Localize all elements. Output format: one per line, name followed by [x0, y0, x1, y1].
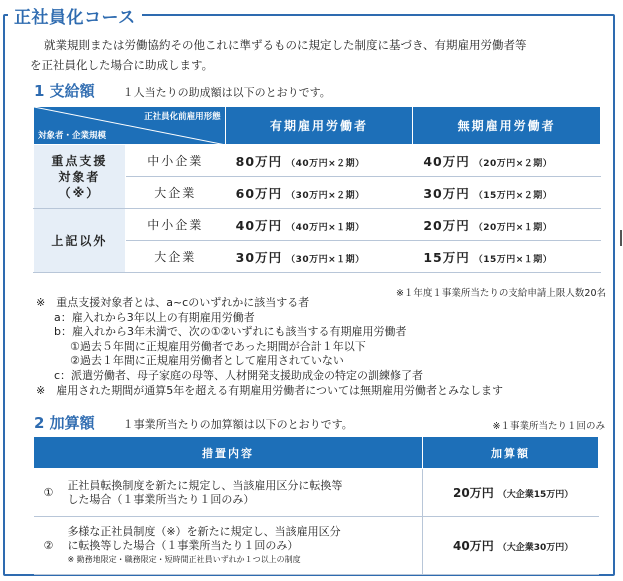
size-cell: 大企業 — [125, 241, 225, 273]
diag-top-label: 正社員化前雇用形態 — [144, 112, 221, 122]
section2-heading — [34, 412, 353, 433]
amount-value: 80万円 — [235, 153, 283, 169]
limit-note: ※１年度１事業所当たりの支給申請上限人数20名 — [395, 288, 606, 299]
section1-title: 1 支給額 — [34, 82, 95, 100]
diagonal-header-cell — [34, 107, 226, 145]
category-other: 上記以外 — [34, 209, 126, 273]
size-cell: 中小企業 — [125, 145, 225, 177]
note-line: ※ 雇用された期間が通算5年を超える有期雇用労働者については無期雇用労働者とみなします — [36, 383, 503, 397]
size-cell: 中小企業 — [125, 209, 225, 241]
note-line: c：派遣労働者、母子家庭の母等、人材開発支援助成金の特定の訓練修了者 — [54, 368, 424, 382]
amount-breakdown: （40万円×２期） — [286, 158, 365, 169]
amount-cell — [413, 145, 601, 177]
edge-mark — [620, 230, 622, 246]
amount-cell — [225, 177, 413, 209]
amount-breakdown: （大企業30万円） — [497, 543, 574, 553]
category-priority-line1: 重点支援 — [51, 153, 108, 168]
amount-cell — [413, 177, 601, 209]
size-cell: 大企業 — [125, 177, 225, 209]
desc-line: した場合（１事業所当たり１回のみ） — [67, 492, 255, 506]
section1-note: １人当たりの助成額は以下のとおりです。 — [122, 86, 331, 99]
payment-table — [33, 106, 601, 273]
amount-cell — [225, 145, 413, 177]
header-measure: 措置内容 — [34, 437, 423, 469]
intro-line-1: 就業規則または労働協約その他これに準ずるものに規定した制度に基づき、有期雇用労働者等 — [44, 38, 527, 52]
measure-description — [63, 517, 422, 575]
desc-line: 多様な正社員制度（※）を新たに規定し、当該雇用区分 — [67, 524, 341, 538]
note-line: a：雇入れから3年以上の有期雇用労働者 — [54, 310, 255, 324]
note-line: ②過去１年間に正規雇用労働者として雇用されていない — [70, 354, 344, 368]
amount-breakdown: （20万円×１期） — [473, 222, 553, 233]
amount-breakdown: （30万円×１期） — [286, 254, 365, 265]
amount-cell — [413, 209, 601, 241]
intro-text — [30, 35, 610, 75]
amount-value: 30万円 — [235, 249, 283, 265]
desc-line: に転換等した場合（１事業所当たり１回のみ） — [67, 538, 299, 552]
additional-table — [33, 436, 599, 575]
amount-breakdown: （15万円×１期） — [473, 254, 553, 265]
amount-value: 40万円 — [235, 217, 283, 233]
intro-line-2: を正社員化した場合に助成します。 — [30, 58, 214, 72]
note-line: b：雇入れから3年未満で、次の①②いずれにも該当する有期雇用労働者 — [54, 325, 407, 339]
section2-note: １事業所当たりの加算額は以下のとおりです。 — [122, 418, 353, 431]
section2-title: 2 加算額 — [34, 414, 95, 432]
amount-breakdown: （30万円×２期） — [286, 190, 365, 201]
amount-breakdown: （40万円×１期） — [286, 222, 365, 233]
desc-footnote: ※ 勤務地限定・職務限定・短時間正社員いずれか１つ以上の制度 — [67, 554, 301, 564]
category-priority-line2: 対象者 — [58, 169, 101, 184]
amount-value: 30万円 — [423, 185, 470, 201]
note-line: ※ 重点支援対象者とは、a~cのいずれかに該当する者 — [36, 296, 310, 309]
category-priority-line3: （※） — [58, 185, 101, 200]
measure-description — [63, 469, 422, 517]
additional-amount — [423, 517, 599, 575]
header-fixed-term: 有期雇用労働者 — [225, 107, 413, 145]
row-number: ① — [34, 469, 64, 517]
amount-value: 60万円 — [235, 185, 283, 201]
section1-heading — [34, 80, 331, 101]
amount-cell — [225, 209, 413, 241]
page-title: 正社員化コース — [8, 3, 142, 28]
note-line: ①過去５年間に正規雇用労働者であった期間が合計１年以下 — [70, 339, 366, 353]
amount-value: 40万円 — [423, 153, 470, 169]
amount-value: 20万円 — [453, 486, 494, 500]
amount-value: 15万円 — [423, 249, 470, 265]
section2-note-right: ※１事業所当たり１回のみ — [492, 421, 605, 432]
amount-value: 40万円 — [453, 539, 494, 553]
amount-breakdown: （20万円×２期） — [473, 158, 553, 169]
amount-cell — [225, 241, 413, 273]
amount-breakdown: （大企業15万円） — [497, 490, 574, 500]
row-number: ② — [34, 517, 64, 575]
desc-line: 正社員転換制度を新たに規定し、当該雇用区分に転換等 — [67, 478, 343, 492]
amount-cell — [413, 241, 601, 273]
category-priority — [34, 145, 126, 209]
header-additional-amount: 加算額 — [423, 437, 599, 469]
diag-bottom-label: 対象者・企業規模 — [38, 131, 107, 141]
amount-value: 20万円 — [423, 217, 470, 233]
notes-block — [36, 296, 503, 398]
amount-breakdown: （15万円×２期） — [473, 190, 553, 201]
additional-amount — [423, 469, 599, 517]
header-indefinite-term: 無期雇用労働者 — [413, 107, 601, 145]
